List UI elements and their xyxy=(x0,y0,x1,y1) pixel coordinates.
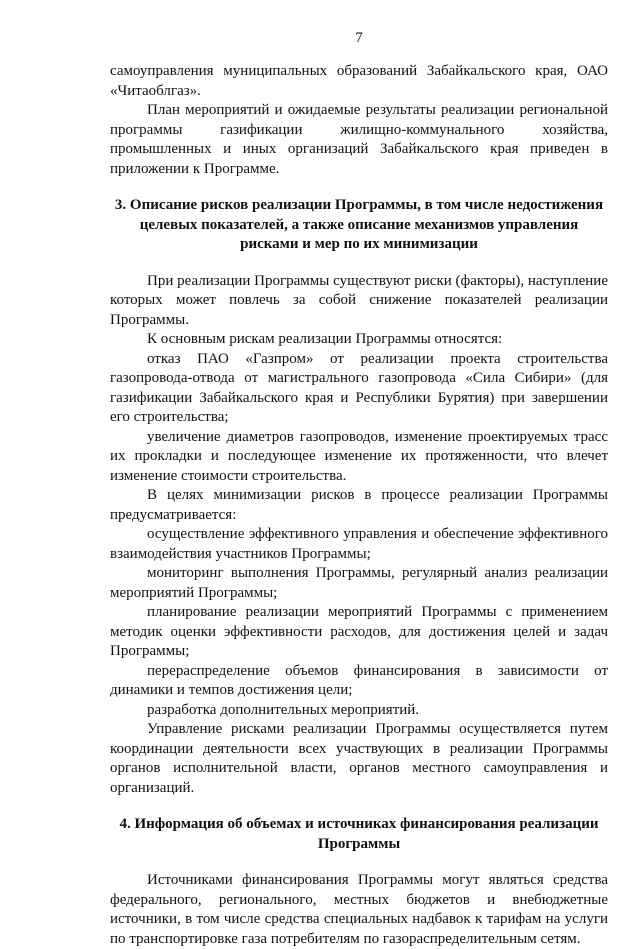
spacer xyxy=(110,854,608,871)
paragraph: План мероприятий и ожидаемые результаты реализации региональной программы газификации жилищно-коммунального хозяйства, промышленных и иных организаций Забайкальского края приведен в приложении к Программе. xyxy=(110,102,608,177)
list-paragraph: увеличение диаметров газопроводов, изменение проектируемых трасс их прокладки и последующее изменение их протяженности, что влечет изменение стоимости строительства. xyxy=(110,428,608,484)
list-paragraph: осуществление эффективного управления и обеспечение эффективного взаимодействия участников Программы; xyxy=(110,526,608,562)
list-paragraph: мониторинг выполнения Программы, регулярный анализ реализации мероприятий Программы; xyxy=(110,565,608,601)
section-heading-4: 4. Информация об объемах и источниках финансирования реализации Программы xyxy=(119,816,599,852)
paragraph: К основным рискам реализации Программы относятся: xyxy=(147,331,503,347)
paragraph: Управление рисками реализации Программы осуществляется путем координации деятельности всех участвующих в реализации Программы органов исполнительной власти, органов местного самоуправления и организаций. xyxy=(110,721,608,796)
spacer xyxy=(110,255,608,272)
list-paragraph: отказ ПАО «Газпром» от реализации проекта строительства газопровода-отвода от магистрального газопровода «Сила Сибири» (для газификации Забайкальского края и Республики Бурятия) при завершении его строительства; xyxy=(110,350,608,425)
page-number: 7 xyxy=(355,30,363,46)
spacer xyxy=(110,798,608,815)
section-heading-3: 3. Описание рисков реализации Программы, в том числе недостижения целевых показателей, а также описание механизмов управления рисками и мер по их минимизации xyxy=(114,197,604,252)
paragraph: При реализации Программы существуют риски (факторы), наступление которых может повлечь за собой снижение показателей реализации Программы. xyxy=(110,272,608,328)
list-paragraph: разработка дополнительных мероприятий. xyxy=(147,701,420,718)
list-paragraph: планирование реализации мероприятий Программы с применением методик оценки эффективности расходов, для достижения целей и задач Программы; xyxy=(110,604,608,659)
spacer xyxy=(110,179,608,196)
list-paragraph: перераспределение объемов финансирования в зависимости от динамики и темпов достижения цели; xyxy=(110,662,608,698)
paragraph: В целях минимизации рисков в процессе реализации Программы предусматривается: xyxy=(110,487,608,523)
paragraph: Источниками финансирования Программы могут являться средства федерального, регионального, местных бюджетов и внебюджетные источники, в том числе средства специальных надбавок к тарифам на услуги по транспортировке газа потребителям по газораспределительным сетям. xyxy=(110,872,608,947)
document-body xyxy=(110,62,608,949)
paragraph: самоуправления муниципальных образований Забайкальского края, ОАО «Читаоблгаз». xyxy=(110,63,608,99)
